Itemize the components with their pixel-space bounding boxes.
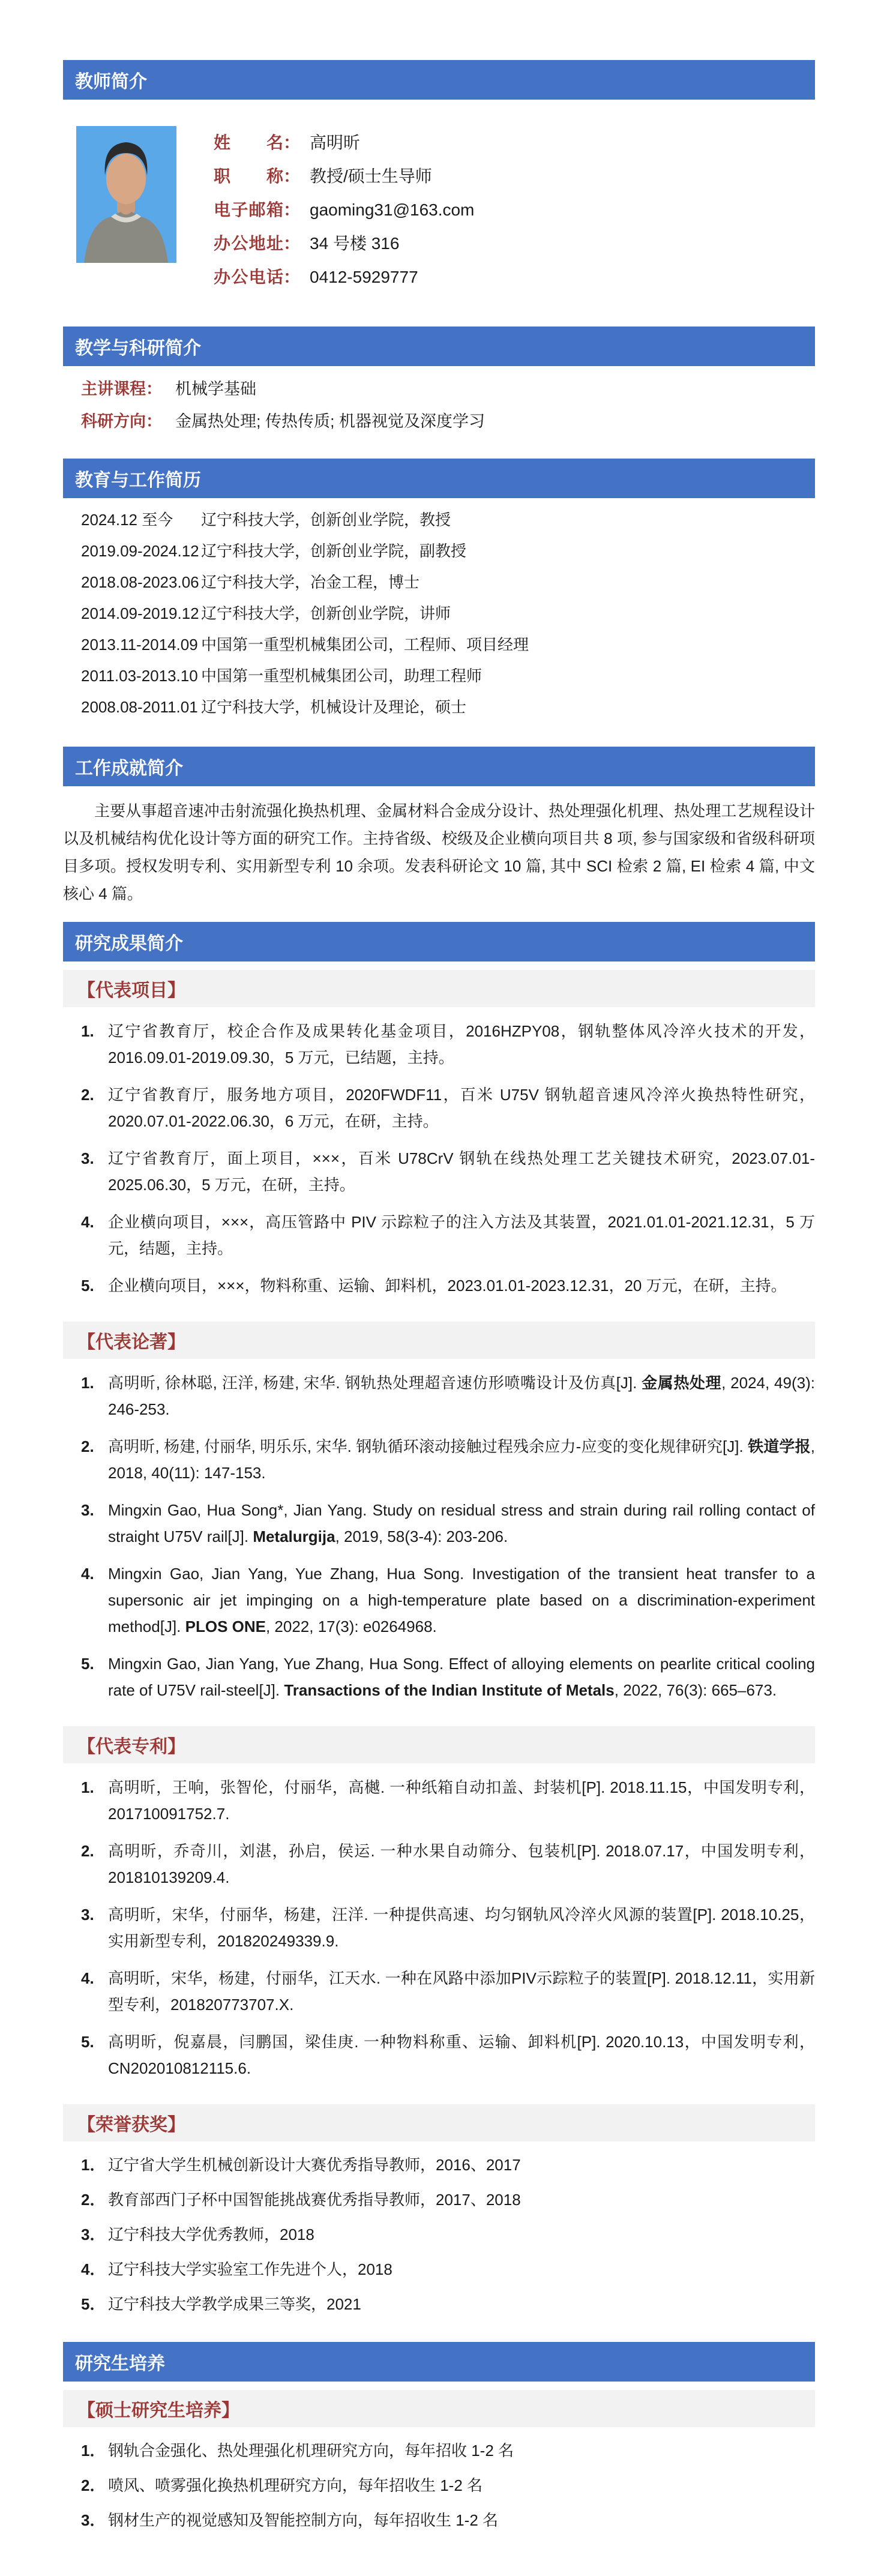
item-text: 辽宁省教育厅，校企合作及成果转化基金项目，2016HZPY08，钢轨整体风冷淬火技术的开发，2016.09.01-2019.09.30，5 万元，已结题，主持。 <box>108 1022 815 1067</box>
row-colon: ： <box>146 412 162 430</box>
education-date: 2018.08-2023.06 <box>81 573 199 591</box>
journal-name: 金属热处理 <box>642 1374 722 1392</box>
item-text: 高明昕，乔奇川，刘湛，孙启，侯运. 一种水果自动筛分、包装机[P]. 2018.07.17，中国发明专利，201810139209.4. <box>108 1842 815 1886</box>
field-value: 教授/硕士生导师 <box>310 167 432 185</box>
section-header-teacher-profile <box>63 60 815 100</box>
training-item <box>81 2438 815 2463</box>
subsection-title: 【代表专利】 <box>77 1737 185 1757</box>
field-value: gaoming31@163.com <box>310 200 475 219</box>
item-text: 喷风、喷雾强化换热机理研究方向，每年招收生 1-2 名 <box>108 2476 483 2494</box>
education-row <box>81 571 815 594</box>
item-number: 4. <box>81 1565 94 1583</box>
education-desc: 辽宁科技大学，机械设计及理论，硕士 <box>201 698 467 716</box>
item-number: 4. <box>81 1213 94 1231</box>
profile-photo <box>76 126 176 263</box>
item-text: 高明昕，王响，张智伦，付丽华，高樾. 一种纸箱自动扣盖、封装机[P]. 2018.11.15，中国发明专利，201710091752.7. <box>108 1778 815 1823</box>
item-text: 企业横向项目，×××，物料称重、运输、卸料机，2023.01.01-2023.12.31，20 万元，在研，主持。 <box>108 1277 787 1295</box>
field-colon: ： <box>283 234 301 253</box>
award-item <box>81 2257 815 2282</box>
item-text: 钢轨合金强化、热处理强化机理研究方向，每年招收 1-2 名 <box>108 2442 514 2460</box>
row-colon: ： <box>146 380 162 398</box>
projects-list <box>63 1018 815 1313</box>
field-office-address <box>214 230 474 264</box>
patent-item <box>81 1965 815 2018</box>
subsection-title: 【代表论著】 <box>77 1332 185 1352</box>
subsection-header-master-training <box>63 2390 815 2427</box>
item-text: 企业横向项目，×××，高压管路中 PIV 示踪粒子的注入方法及其装置，2021.01.01-2021.12.31，5 万元，结题，主持。 <box>108 1213 815 1257</box>
item-number: 1． <box>81 2442 106 2460</box>
field-label: 姓名 <box>214 133 283 152</box>
subsection-header-publications <box>63 1322 815 1359</box>
item-text: 辽宁科技大学实验室工作先进个人，2018 <box>108 2260 392 2278</box>
row-research-direction <box>81 408 815 441</box>
education-row <box>81 509 815 531</box>
field-label: 职称 <box>214 167 283 185</box>
section-header-teaching-research <box>63 327 815 366</box>
teacher-profile-block <box>63 100 815 314</box>
item-number: 2. <box>81 1842 94 1860</box>
publication-post: , 2019, 58(3-4): 203-206. <box>335 1527 508 1545</box>
row-label: 科研方向 <box>81 412 146 430</box>
publications-list <box>63 1370 815 1718</box>
section-header-graduate-training <box>63 2342 815 2382</box>
item-number: 2. <box>81 1086 94 1104</box>
subsection-title: 【硕士研究生培养】 <box>77 2401 239 2421</box>
subsection-title: 【代表项目】 <box>77 981 185 1001</box>
field-title <box>214 163 474 197</box>
item-number: 1. <box>81 1374 94 1392</box>
profile-fields <box>214 126 474 298</box>
journal-name: PLOS ONE <box>185 1618 266 1636</box>
award-item <box>81 2152 815 2177</box>
patent-item <box>81 1901 815 1954</box>
item-number: 1. <box>81 1778 94 1796</box>
subsection-header-projects <box>63 970 815 1007</box>
subsection-title: 【荣誉获奖】 <box>77 2115 185 2135</box>
publication-post: , 2022, 17(3): e0264968. <box>265 1618 437 1636</box>
award-item <box>81 2222 815 2247</box>
education-desc: 中国第一重型机械集团公司，助理工程师 <box>201 667 483 685</box>
publication-pre: Mingxin Gao, Jian Yang, Yue Zhang, Hua Song. Effect of alloying elements on pearlite critical cooling rate of U75V rail-steel[J]. <box>108 1655 815 1699</box>
item-text: 辽宁科技大学优秀教师，2018 <box>108 2225 314 2243</box>
item-number: 4. <box>81 1969 94 1987</box>
field-colon: ： <box>283 133 301 152</box>
item-text: 钢材生产的视觉感知及智能控制方向，每年招收生 1-2 名 <box>108 2511 499 2529</box>
training-item <box>81 2473 815 2498</box>
item-text <box>108 1651 815 1703</box>
publication-item <box>81 1651 815 1703</box>
education-desc: 辽宁科技大学，冶金工程，博士 <box>201 573 420 591</box>
project-item <box>81 1018 815 1071</box>
row-value: 金属热处理; 传热传质; 机器视觉及深度学习 <box>175 412 486 430</box>
item-text <box>108 1497 815 1550</box>
item-number: 1． <box>81 2156 106 2174</box>
item-number: 4． <box>81 2260 106 2278</box>
item-number: 2． <box>81 2191 106 2209</box>
subsection-header-awards <box>63 2104 815 2141</box>
row-value: 机械学基础 <box>175 380 256 398</box>
education-date: 2013.11-2014.09 <box>81 636 198 654</box>
publication-item <box>81 1497 815 1550</box>
training-item <box>81 2508 815 2533</box>
publication-post: , 2024, 49(3): 246-253. <box>108 1374 815 1418</box>
field-label: 办公地址 <box>214 234 283 253</box>
patent-item <box>81 1838 815 1891</box>
section-title: 研究成果简介 <box>75 934 183 954</box>
patents-list <box>63 1774 815 2096</box>
education-row <box>81 665 815 687</box>
publication-pre: Mingxin Gao, Jian Yang, Yue Zhang, Hua Song. Investigation of the transient heat transfer to a supersonic air jet impinging on a high-temperature plate based on a discrimination-experiment method[J]. <box>108 1565 815 1636</box>
item-text: 高明昕，宋华，杨建，付丽华，江天水. 一种在风路中添加PIV示踪粒子的装置[P]. 2018.12.11，实用新型专利，201820773707.X. <box>108 1969 815 2014</box>
journal-name: Metalurgija <box>253 1527 335 1545</box>
item-number: 3. <box>81 1906 94 1924</box>
project-item <box>81 1145 815 1198</box>
item-number: 2. <box>81 1437 94 1455</box>
item-number: 5． <box>81 2295 106 2313</box>
item-number: 5. <box>81 2033 94 2051</box>
training-list <box>63 2438 815 2546</box>
patent-item <box>81 2029 815 2081</box>
patent-item <box>81 1774 815 1827</box>
project-item <box>81 1209 815 1262</box>
item-number: 2． <box>81 2476 106 2494</box>
section-header-research-results <box>63 922 815 961</box>
item-number: 5. <box>81 1655 94 1673</box>
section-title: 教学与科研简介 <box>75 339 201 358</box>
field-value: 0412-5929777 <box>310 268 418 286</box>
field-office-phone <box>214 264 474 298</box>
field-label: 办公电话 <box>214 268 283 286</box>
education-date: 2024.12 至今 <box>81 511 173 529</box>
education-date: 2014.09-2019.12 <box>81 604 199 622</box>
field-colon: ： <box>283 200 301 219</box>
publication-item <box>81 1560 815 1640</box>
education-date: 2008.08-2011.01 <box>81 698 198 716</box>
publication-pre: Mingxin Gao, Hua Song*, Jian Yang. Study on residual stress and strain during rail rolling contact of straight U75V rail[J]. <box>108 1501 815 1545</box>
publication-post: , 2022, 76(3): 665–673. <box>614 1681 777 1699</box>
education-row <box>81 603 815 625</box>
education-date: 2019.09-2024.12 <box>81 542 199 560</box>
subsection-header-patents <box>63 1726 815 1763</box>
portrait-photo-image <box>76 126 176 263</box>
field-value: 34 号楼 316 <box>310 234 400 253</box>
publication-item <box>81 1433 815 1486</box>
award-item <box>81 2292 815 2317</box>
item-text: 高明昕，倪嘉晨，闫鹏国，梁佳庚. 一种物料称重、运输、卸料机[P]. 2020.10.13，中国发明专利，CN202010812115.6. <box>108 2033 815 2077</box>
item-number: 3. <box>81 1501 94 1519</box>
achievement-paragraph: 主要从事超音速冲击射流强化换热机理、金属材料合金成分设计、热处理强化机理、热处理工艺规程设计以及机械结构优化设计等方面的研究工作。主持省级、校级及企业横向项目共 8 项, 参与国家级和省级科研项目多项。授权发明专利、实用新型专利 10 余项。发表科研论文 10 篇, 其中 SCI 检索 2 篇, EI 检索 4 篇, 中文核心 4 篇。 <box>63 802 815 903</box>
field-colon: ： <box>283 167 301 185</box>
field-name <box>214 130 474 163</box>
section-header-education-work <box>63 459 815 498</box>
section-header-work-achievement <box>63 747 815 786</box>
row-label: 主讲课程 <box>81 380 146 398</box>
field-email <box>214 197 474 230</box>
item-text: 教育部西门子杯中国智能挑战赛优秀指导教师，2017、2018 <box>108 2191 521 2209</box>
education-row <box>81 540 815 562</box>
education-desc: 中国第一重型机械集团公司，工程师、项目经理 <box>201 636 529 654</box>
education-row <box>81 696 815 718</box>
section-title: 教育与工作简历 <box>75 471 201 490</box>
item-text: 辽宁省教育厅，服务地方项目，2020FWDF11，百米 U75V 钢轨超音速风冷淬火换热特性研究，2020.07.01-2022.06.30，6 万元，在研，主持。 <box>108 1086 815 1130</box>
award-item <box>81 2187 815 2212</box>
publication-pre: 高明昕, 徐林聪, 汪洋, 杨建, 宋华. 钢轨热处理超音速仿形喷嘴设计及仿真[J]. <box>108 1374 642 1392</box>
item-text <box>108 1560 815 1640</box>
section-title: 工作成就简介 <box>75 759 183 778</box>
section-title: 研究生培养 <box>75 2354 165 2374</box>
education-row <box>81 634 815 656</box>
item-text: 辽宁科技大学教学成果三等奖，2021 <box>108 2295 361 2313</box>
item-number: 5. <box>81 1277 94 1295</box>
item-text <box>108 1370 815 1422</box>
journal-name: 铁道学报 <box>748 1437 811 1455</box>
item-number: 3． <box>81 2225 106 2243</box>
education-work-block <box>63 498 815 735</box>
item-text: 高明昕，宋华，付丽华，杨建，汪洋. 一种提供高速、均匀钢轨风冷淬火风源的装置[P]. 2018.10.25，实用新型专利，201820249339.9. <box>108 1906 815 1950</box>
field-value: 高明昕 <box>310 133 361 152</box>
education-desc: 辽宁科技大学，创新创业学院，副教授 <box>201 542 467 560</box>
project-item <box>81 1272 815 1299</box>
awards-list <box>63 2152 815 2330</box>
item-text: 辽宁省大学生机械创新设计大赛优秀指导教师，2016、2017 <box>108 2156 521 2174</box>
journal-name: Transactions of the Indian Institute of Metals <box>284 1681 615 1699</box>
section-title: 教师简介 <box>75 72 147 92</box>
item-text <box>108 1433 815 1486</box>
field-colon: ： <box>283 268 301 286</box>
publication-post: , 2018, 40(11): 147-153. <box>108 1437 815 1482</box>
item-number: 3. <box>81 1149 94 1167</box>
teaching-research-block <box>63 366 815 447</box>
item-text: 辽宁省教育厅，面上项目，×××，百米 U78CrV 钢轨在线热处理工艺关键技术研究，2023.07.01-2025.06.30，5 万元，在研，主持。 <box>108 1149 815 1194</box>
education-date: 2011.03-2013.10 <box>81 667 198 685</box>
project-item <box>81 1082 815 1134</box>
education-desc: 辽宁科技大学，创新创业学院，讲师 <box>201 604 451 622</box>
item-number: 1. <box>81 1022 94 1040</box>
publication-pre: 高明昕, 杨建, 付丽华, 明乐乐, 宋华. 钢轨循环滚动接触过程残余应力-应变的变化规律研究[J]. <box>108 1437 748 1455</box>
item-number: 3． <box>81 2511 106 2529</box>
publication-item <box>81 1370 815 1422</box>
row-courses <box>81 376 815 408</box>
field-label: 电子邮箱 <box>214 200 283 219</box>
education-desc: 辽宁科技大学，创新创业学院，教授 <box>201 511 451 529</box>
